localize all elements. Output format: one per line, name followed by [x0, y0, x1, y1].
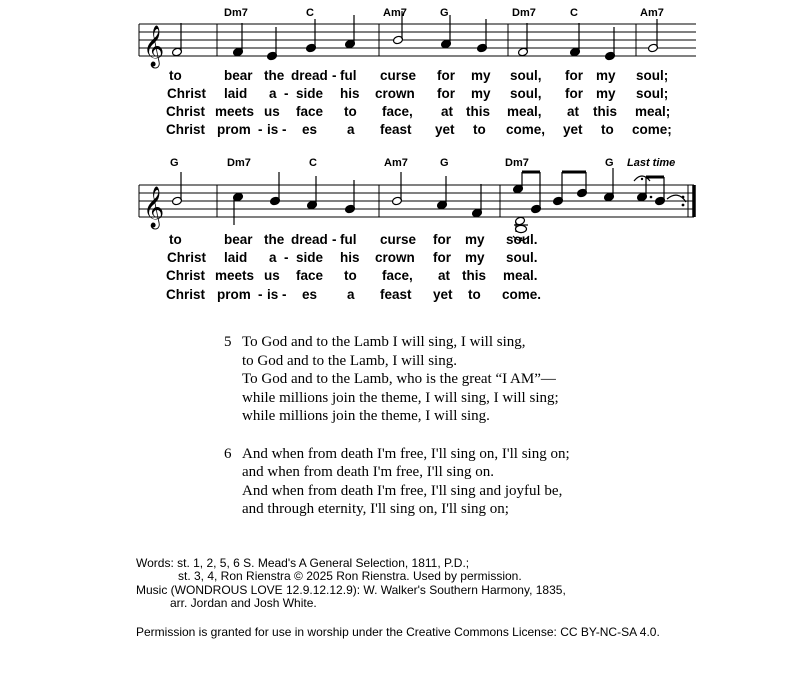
- lyric-syllable: a: [269, 86, 277, 101]
- lyric-syllable: my: [471, 68, 491, 83]
- lyric-line: [166, 287, 541, 302]
- lyric-syllable: bear: [224, 232, 253, 247]
- lyric-syllable: ful: [340, 232, 357, 247]
- chord-symbol: Am7: [383, 7, 407, 19]
- lyric-syllable: yet: [563, 122, 583, 137]
- lyric-syllable: laid: [224, 250, 248, 265]
- lyric-syllable: come;: [632, 122, 672, 137]
- lyric-line: [166, 268, 538, 283]
- verse-5: [224, 333, 570, 426]
- lyric-syllable: prom: [217, 122, 251, 137]
- lyric-syllable: for: [433, 250, 451, 265]
- lyric-syllable: the: [264, 232, 285, 247]
- lyric-syllable: Christ: [167, 250, 207, 265]
- verse-line: while millions join the theme, I will sing.: [242, 408, 490, 425]
- lyric-syllable: Christ: [166, 268, 206, 283]
- lyric-syllable: this: [466, 104, 491, 119]
- lyric-syllable: face,: [382, 268, 413, 283]
- lyric-syllable: to: [468, 287, 481, 302]
- lyric-syllable: meets: [215, 268, 255, 283]
- music-score: [0, 0, 791, 320]
- lyric-syllable: Christ: [166, 122, 206, 137]
- lyric-syllable: meal,: [507, 104, 542, 119]
- lyric-syllable: meal.: [503, 268, 538, 283]
- notes-2: [172, 168, 686, 241]
- lyric-syllable: at: [438, 268, 451, 283]
- additional-verses: [224, 333, 570, 538]
- lyric-line: [167, 86, 668, 101]
- lyric-syllable: ful: [340, 68, 357, 83]
- lyric-syllable: to: [601, 122, 614, 137]
- lyric-syllable: at: [567, 104, 580, 119]
- words-credit: Words: st. 1, 2, 5, 6 S. Mead's A General Selection, 1811, P.D.;: [136, 556, 470, 570]
- verse-number: 5: [224, 334, 232, 350]
- lyric-line: [167, 250, 538, 265]
- lyric-syllable: soul.: [506, 250, 538, 265]
- lyric-syllable: Christ: [166, 287, 206, 302]
- lyric-syllable: face: [296, 268, 324, 283]
- lyric-syllable: curse: [380, 68, 417, 83]
- verse-line: while millions join the theme, I will sing, I will sing;: [242, 389, 559, 406]
- lyric-syllable: the: [264, 68, 285, 83]
- lyrics-system-1: [166, 68, 672, 137]
- lyric-syllable: come.: [502, 287, 542, 302]
- chord-symbol: Dm7: [505, 157, 529, 169]
- lyric-syllable: -: [332, 68, 337, 83]
- chord-symbol: Am7: [384, 157, 408, 169]
- words-credit-continued: st. 3, 4, Ron Rienstra © 2025 Ron Rienstra. Used by permission.: [178, 569, 522, 584]
- permission-notice: Permission is granted for use in worship under the Creative Commons License: CC BY-NC-SA 4.0.: [136, 624, 660, 639]
- verse-line: To God and to the Lamb I will sing, I will sing,: [242, 334, 526, 350]
- lyric-syllable: yet: [435, 122, 455, 137]
- lyric-syllable: meets: [215, 104, 255, 119]
- lyric-syllable: side: [296, 86, 324, 101]
- chord-symbol: Am7: [640, 7, 664, 19]
- lyric-syllable: bear: [224, 68, 253, 83]
- music-credit: Music (WONDROUS LOVE 12.9.12.12.9): W. Walker's Southern Harmony, 1835,: [136, 582, 566, 597]
- treble-clef-icon: 𝄞: [143, 26, 165, 67]
- lyric-syllable: my: [471, 86, 491, 101]
- lyric-syllable: es: [302, 122, 318, 137]
- lyric-syllable: my: [596, 68, 616, 83]
- lyric-syllable: soul,: [510, 68, 542, 83]
- lyric-syllable: this: [462, 268, 487, 283]
- lyric-syllable: face: [296, 104, 324, 119]
- lyric-syllable: us: [264, 104, 280, 119]
- verse-line: And when from death I'm free, I'll sing on, I'll sing on;: [242, 445, 570, 462]
- lyric-syllable: for: [437, 86, 455, 101]
- lyric-syllable: curse: [380, 232, 417, 247]
- lyric-line: [169, 232, 538, 247]
- lyric-syllable: my: [465, 250, 485, 265]
- lyric-syllable: soul;: [636, 68, 669, 83]
- lyric-syllable: for: [565, 86, 583, 101]
- lyric-syllable: meal;: [635, 104, 671, 119]
- chord-symbol: G: [440, 157, 449, 169]
- lyric-syllable: -: [284, 86, 289, 101]
- lyric-syllable: a: [347, 122, 355, 137]
- lyric-syllable: feast: [380, 287, 412, 302]
- verse-line: and through eternity, I'll sing on, I'll sing on;: [242, 501, 509, 518]
- music-credit-continued: arr. Jordan and Josh White.: [170, 596, 317, 611]
- verse-line: And when from death I'm free, I'll sing and joyful be,: [242, 482, 563, 499]
- lyric-syllable: come,: [506, 122, 546, 137]
- verse-line: To God and to the Lamb, who is the great “I AM”—: [242, 371, 556, 388]
- chord-symbol: G: [170, 157, 179, 169]
- verse-6: [224, 445, 570, 519]
- lyric-syllable: for: [433, 232, 451, 247]
- lyrics-system-2: [166, 232, 541, 302]
- lyric-syllable: to: [344, 104, 357, 119]
- lyric-line: [166, 104, 670, 119]
- lyric-syllable: his: [340, 86, 360, 101]
- lyric-syllable: a: [347, 287, 355, 302]
- lyric-syllable: feast: [380, 122, 412, 137]
- lyric-syllable: soul;: [636, 86, 669, 101]
- lyric-syllable: his: [340, 250, 360, 265]
- lyric-syllable: Christ: [166, 104, 206, 119]
- staff-system-1: [139, 7, 696, 137]
- lyric-syllable: a: [269, 250, 277, 265]
- lyric-syllable: -: [284, 250, 289, 265]
- lyric-syllable: to: [169, 68, 182, 83]
- lyric-syllable: for: [437, 68, 455, 83]
- lyric-syllable: is: [267, 122, 279, 137]
- chord-symbol: C: [309, 157, 317, 169]
- last-time-label: Last time: [627, 157, 676, 169]
- lyric-syllable: -: [258, 122, 263, 137]
- staff-system-2: [139, 157, 694, 302]
- lyric-syllable: crown: [375, 250, 415, 265]
- verse-number: 6: [224, 445, 232, 462]
- repeat-dot-icon: [682, 204, 685, 207]
- lyric-line: [166, 122, 672, 137]
- lyric-syllable: Christ: [167, 86, 207, 101]
- lyric-syllable: dread: [291, 232, 328, 247]
- lyric-syllable: to: [169, 232, 182, 247]
- lyric-syllable: -: [282, 122, 287, 137]
- treble-clef-icon: 𝄞: [143, 187, 165, 228]
- verse-line: and when from death I'm free, I'll sing on.: [242, 464, 494, 481]
- chord-symbols-1: [224, 7, 664, 19]
- chord-symbol: G: [605, 157, 614, 169]
- lyric-line: [169, 68, 668, 83]
- lyric-syllable: -: [332, 232, 337, 247]
- verse-line: to God and to the Lamb, I will sing.: [242, 352, 457, 369]
- lyric-syllable: yet: [433, 287, 453, 302]
- lyric-syllable: crown: [375, 86, 415, 101]
- chord-symbols-2: [170, 157, 675, 169]
- lyric-syllable: to: [344, 268, 357, 283]
- lyric-syllable: for: [565, 68, 583, 83]
- lyric-syllable: my: [465, 232, 485, 247]
- lyric-syllable: this: [593, 104, 618, 119]
- lyric-syllable: laid: [224, 86, 248, 101]
- chord-symbol: Dm7: [512, 7, 536, 19]
- lyric-syllable: es: [302, 287, 318, 302]
- chord-symbol: C: [306, 7, 314, 19]
- chord-symbol: Dm7: [224, 7, 248, 19]
- lyric-syllable: -: [282, 287, 287, 302]
- lyric-syllable: dread: [291, 68, 328, 83]
- lyric-syllable: to: [473, 122, 486, 137]
- lyric-syllable: prom: [217, 287, 251, 302]
- lyric-syllable: soul.: [506, 232, 538, 247]
- credits: [136, 557, 660, 639]
- chord-symbol: Dm7: [227, 157, 251, 169]
- lyric-syllable: is: [267, 287, 279, 302]
- chord-symbol: C: [570, 7, 578, 19]
- chord-symbol: G: [440, 7, 449, 19]
- lyric-syllable: face,: [382, 104, 413, 119]
- lyric-syllable: soul,: [510, 86, 542, 101]
- lyric-syllable: at: [441, 104, 454, 119]
- lyric-syllable: -: [258, 287, 263, 302]
- lyric-syllable: my: [596, 86, 616, 101]
- lyric-syllable: us: [264, 268, 280, 283]
- lyric-syllable: side: [296, 250, 324, 265]
